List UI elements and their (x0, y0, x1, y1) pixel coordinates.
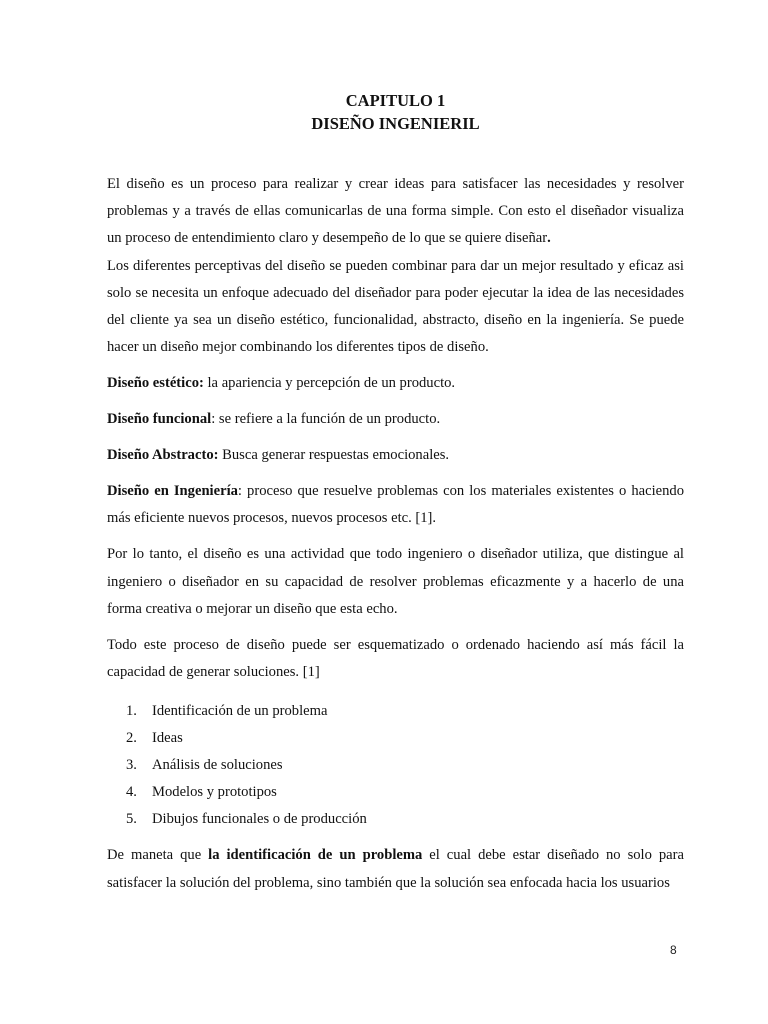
closing-text-end: el cual debe estar diseñado no solo para satisfacer la solución del problema, sino también que la solución sea enfocada hacia los usuarios (107, 847, 684, 891)
definition-term: Diseño estético: (107, 375, 204, 392)
list-item (107, 698, 684, 725)
chapter-name: DISEÑO INGENIERIL (311, 114, 480, 133)
closing-emphasis: la identificación de un problema (208, 847, 423, 864)
list-number: 5. (126, 811, 137, 828)
list-number: 1. (126, 703, 137, 720)
definition-text: : se refiere a la función de un producto. (211, 411, 441, 428)
steps-list (107, 698, 684, 833)
process-paragraph: Todo este proceso de diseño puede ser esquematizado o ordenado haciendo así más fácil la capacidad de generar soluciones. [1] (107, 637, 684, 681)
list-number: 4. (126, 784, 137, 801)
intro-period: . (547, 230, 551, 247)
list-text: Ideas (152, 730, 183, 747)
definition-functional (107, 406, 684, 433)
chapter-title (107, 90, 684, 135)
definition-aesthetic (107, 370, 684, 397)
chapter-number: CAPITULO 1 (345, 91, 446, 110)
list-item (107, 779, 684, 806)
definition-term: Diseño en Ingeniería (107, 483, 238, 500)
definition-abstract (107, 442, 684, 469)
intro-text: El diseño es un proceso para realizar y crear ideas para satisfacer las necesidades y resolver problemas y a través de ellas comunicarlas de una forma simple. Con esto el diseñador visualiza un proceso de entendimiento claro y desempeño de lo que se quiere diseñar (107, 176, 684, 247)
list-number: 2. (126, 730, 137, 747)
list-item (107, 806, 684, 833)
definition-term: Diseño funcional (107, 411, 212, 428)
closing-paragraph (107, 842, 684, 896)
page-number: 8 (670, 943, 677, 957)
list-text: Modelos y prototipos (152, 784, 277, 801)
definition-engineering (107, 478, 684, 532)
list-number: 3. (126, 757, 137, 774)
list-item (107, 752, 684, 779)
definition-term: Diseño Abstracto: (107, 447, 219, 464)
closing-text-start: De maneta que (107, 847, 209, 864)
definition-text: Busca generar respuestas emocionales. (218, 447, 450, 464)
conclusion-paragraph: Por lo tanto, el diseño es una actividad que todo ingeniero o diseñador utiliza, que distingue al ingeniero o diseñador en su capacidad de resolver problemas eficazmente y a hacerlo de una forma creativa o mejorar un diseño que esta echo. (107, 546, 684, 617)
intro-paragraph (107, 171, 684, 253)
document-page (107, 90, 684, 897)
perspectives-paragraph: Los diferentes perceptivas del diseño se pueden combinar para dar un mejor resultado y eficaz asi solo se necesita un enfoque adecuado del diseñador para poder ejecutar la idea de las necesidades del cliente ya sea un diseño estético, funcionalidad, abstracto, diseño en la ingeniería. Se puede hacer un diseño mejor combinando los diferentes tipos de diseño. (107, 257, 684, 356)
list-text: Identificación de un problema (152, 703, 328, 720)
list-text: Análisis de soluciones (152, 757, 283, 774)
list-text: Dibujos funcionales o de producción (152, 811, 367, 828)
definition-text: : proceso que resuelve problemas con los materiales existentes o haciendo más eficiente nuevos procesos, nuevos procesos etc. [1]. (107, 483, 684, 527)
list-item (107, 725, 684, 752)
definition-text: la apariencia y percepción de un producto. (203, 375, 456, 392)
